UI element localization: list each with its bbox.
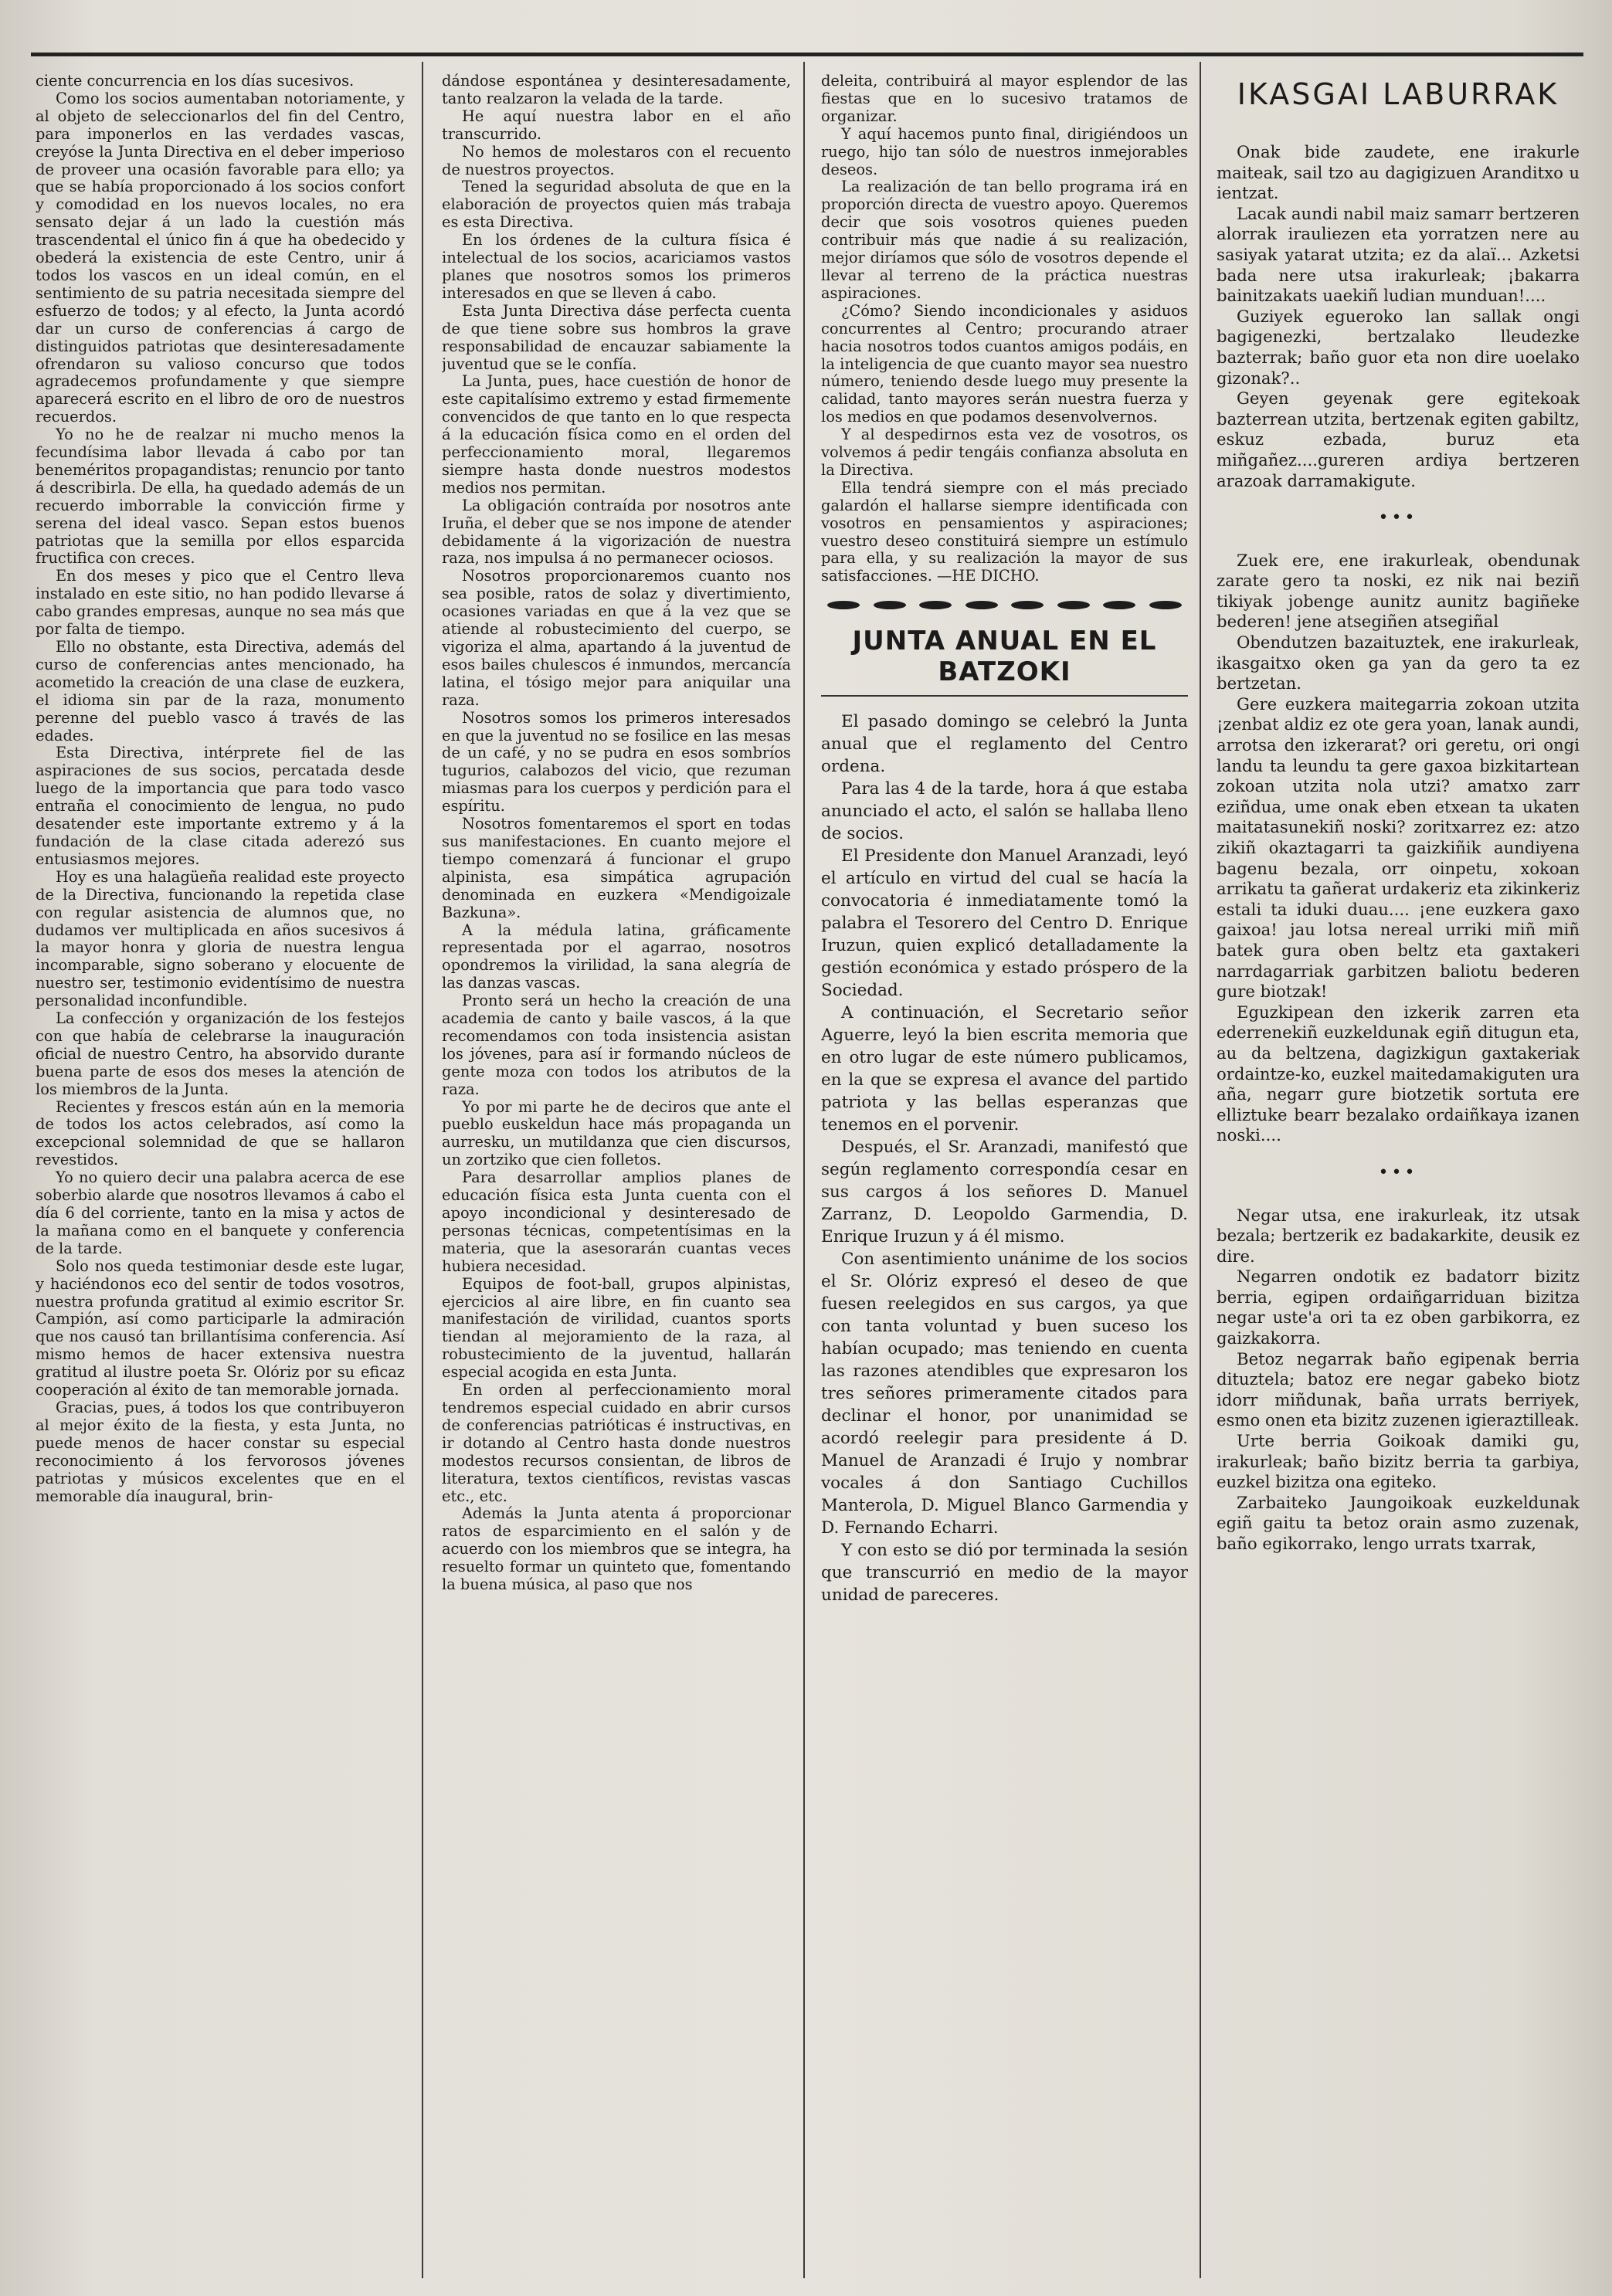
paragraph: Ella tendrá siempre con el más preciado galardón el hallarse siempre identificada con vosotros en pensamientos y aspiraciones; vuestro deseo constituirá siempre un estímulo para ella, y su realización la mayor de sus satisfacciones. —HE DICHO. — [821, 478, 1188, 585]
paragraph: Solo nos queda testimoniar desde este lugar, y haciéndonos eco del sentir de todos vosotros, nuestra profunda gratitud al eximio escritor Sr. Campión, así como participarle la admiración que nos causó tan brillantísima conferencia. Así mismo hemos de hacer extensiva nuestra gratitud al ilustre poeta Sr. Olóriz por su eficaz cooperación al éxito de tan memorable jornada. — [36, 1257, 405, 1399]
paragraph: Pronto será un hecho la creación de una academia de canto y baile vascos, á la que recomendamos con toda insistencia asistan los jóvenes, para así ir formando núcleos de gente moza con todos los atributos de la raza. — [442, 992, 791, 1098]
column-divider — [1200, 62, 1201, 2278]
ornament-mark — [919, 601, 952, 609]
paragraph: La realización de tan bello programa irá en proporción directa de vuestro apoyo. Queremos decir que sois vosotros quienes pueden contribuir más que nadie á su realización, mejor diríamos que sólo de vosotros depende el llevar al terreno de la práctica nuestras aspiraciones. — [821, 178, 1188, 302]
paragraph: Hoy es una halagüeña realidad este proyecto de la Directiva, funcionando la repetida clase con regular asistencia de alumnos que, no dudamos ver multiplicada en años sucesivos á la mayor honra y gloria de nuestra lengua incomparable, signo soberano y elocuente de nuestro ser, testimonio evidentísimo de nuestra personalidad inconfundible. — [36, 867, 405, 1010]
ornament-mark — [1011, 601, 1044, 609]
section-title: IKASGAI LABURRAK — [1237, 77, 1559, 111]
paragraph: Lacak aundi nabil maiz samarr bertzeren alorrak irauliezen eta yorratzen nere au sasiyak yatarat utzita; ez da alaï... Azketsi bada nere utsa irakurleak; ¡bakarra bainitzakats uaekiñ ludian munduan!.... — [1217, 203, 1580, 306]
ornament-mark — [1149, 601, 1182, 609]
paragraph: La obligación contraída por nosotros ante Iruña, el deber que se nos impone de atender debidamente á la vigorización de nuestra raza, nos impulsa á no permanecer ociosos. — [442, 496, 791, 568]
paragraph: deleita, contribuirá al mayor esplendor de las fiestas que en lo sucesivo tratamos de organizar. — [821, 73, 1188, 125]
ornament-mark — [874, 601, 906, 609]
paragraph: Geyen geyenak gere egitekoak bazterrean utzita, bertzenak egiten gabiltz, eskuz ezbada, buruz eta miñgañez....gureren ardiya bertzeren arazoak darramakigute. — [1217, 388, 1580, 490]
paragraph: Tened la seguridad absoluta de que en la elaboración de proyectos quien más trabaja es esta Directiva. — [442, 178, 791, 232]
paragraph: Esta Junta Directiva dáse perfecta cuenta de que tiene sobre sus hombros la grave responsabilidad de encauzar sabiamente la juventud que se le confía. — [442, 301, 791, 373]
paragraph: Nosotros proporcionaremos cuanto nos sea posible, ratos de solaz y divertimiento, ocasiones variadas en que á la vez que se atiende al robustecimiento del cuerpo, se vigoriza el alma, apartando á la juventud de esos bailes chulescos é inmundos, mercancía latina, el tósigo mejor para aniquilar una raza. — [442, 567, 791, 709]
paragraph: Obendutzen bazaituztek, ene irakurleak, ikasgaitxo oken ga yan da gero ta ez bertzetan. — [1217, 633, 1580, 694]
paragraph: Para desarrollar amplios planes de educación física esta Junta cuenta con el apoyo incondicional y desinteresado de personas técnicas, competentísimas en la materia, que la asesorarán cuantas veces hubiera necesidad. — [442, 1168, 791, 1275]
paragraph: En los órdenes de la cultura física é intelectual de los socios, acariciamos vastos planes que nosotros somos los primeros interesados en que se lleven á cabo. — [442, 231, 791, 302]
paragraph: Onak bide zaudete, ene irakurle maiteak, sail tzo au dagigizuen Aranditxo u ientzat. — [1217, 142, 1580, 203]
paragraph: Gere euzkera maitegarria zokoan utzita ¡zenbat aldiz ez ote gera yoan, lanak aundi, arrotsa den izkerarat? ori geretu, ori ongi landu ta leundu ta gere gaxoa bizkitartean zokoan utzita nola utzi? amatxo zarr eziñdua, ume onak eben etxean ta ukaten maitatasunekiñ noski? zoritxarrez ez: atzo zikiñ okaztagarri ta gaizkiñik aundiyena bagenu bezala, orr oinpetu, xokoan arrikatu ta gañerat urdakeriz eta zikinkeriz estali ta iduki duau.... ¡ene euzkera gaxo gaixoa! jau lotsa nereal urriki miñ miñ batek gura oben beltz eta gaxtakeri narrdagarriak garbitzen baliotu bederen gure biotzak! — [1217, 694, 1580, 1002]
paragraph: Y aquí hacemos punto final, dirigiéndoos un ruego, hijo tan sólo de nuestros inmejorables deseos. — [821, 124, 1188, 178]
paragraph: Y al despedirnos esta vez de vosotros, os volvemos á pedir tengáis confianza absoluta en la Directiva. — [821, 426, 1188, 479]
paragraph: La confección y organización de los festejos con que había de celebrarse la inauguración oficial de nuestro Centro, ha absorvido durante buena parte de esos dos meses la atención de los miembros de la Junta. — [36, 1009, 405, 1098]
paragraph: Recientes y frescos están aún en la memoria de todos los actos celebrados, así como la excepcional solemnidad de que se hallaron revestidos. — [36, 1097, 405, 1169]
ornament-mark — [1057, 601, 1090, 609]
article-headline: JUNTA ANUAL EN EL BATZOKI — [821, 626, 1188, 697]
ornament-mark — [827, 601, 860, 609]
paragraph: Urte berria Goikoak damiki gu, irakurleak; baño bizitz berria ta garbiya, euzkel bizitza ona egiteko. — [1217, 1431, 1580, 1492]
column-3 — [821, 73, 1188, 2281]
paragraph: Además la Junta atenta á proporcionar ratos de esparcimiento en el salón y de acuerdo con los miembros que se integra, ha resuelto formar un quinteto que, fomentando la buena música, al paso que nos — [442, 1504, 791, 1594]
paragraph: La Junta, pues, hace cuestión de honor de este capitalísimo extremo y estad firmemente convencidos de que tanto en lo que respecta á la educación física como en el orden del perfeccionamiento moral, llegaremos siempre hasta donde nuestros modestos medios nos permitan. — [442, 372, 791, 497]
paragraph: Zuek ere, ene irakurleak, obendunak zarate gero ta noski, ez nik nai beziñ tikiyak jobenge aunitz aunitz bagiñeke bederen! jene atsegiñen atsegiñal — [1217, 550, 1580, 632]
section-separator: ••• — [1378, 1162, 1418, 1182]
paragraph: Eguzkipean den izkerik zarren eta ederrenekiñ euzkeldunak egiñ ditugun eta, au da beltzena, dagizkigun gaxtakeriak ordaintze-ko, euzkel maitedamakiguten ura aña, negarr gure biotzetik sortuta ere elliztuke bearr bezalako ordaiñkaya izanen noski.... — [1217, 1002, 1580, 1145]
paragraph: Guziyek egueroko lan sallak ongi bagigenezki, bertzalako lleudezke bazterrak; baño guor eta non dire uoelako gizonak?.. — [1217, 306, 1580, 388]
paragraph: Después, el Sr. Aranzadi, manifestó que según reglamento correspondía cesar en sus cargos á los señores D. Manuel Zarranz, D. Leopoldo Garmendia, D. Enrique Iruzun y á él mismo. — [821, 1138, 1188, 1247]
paragraph: Yo no he de realzar ni mucho menos la fecundísima labor llevada á cabo por tan beneméritos propagandistas; renuncio por tanto á describirla. De ella, ha quedado además de un recuerdo imborrable la convicción firme y serena del ideal vasco. Sepan estos buenos patriotas que la semilla por ellos esparcida fructifica con creces. — [36, 426, 405, 568]
paragraph: El Presidente don Manuel Aranzadi, leyó el artículo en virtud del cual se hacía la convocatoria é inmediatamente tomó la palabra el Tesorero del Centro D. Enrique Iruzun, quien explicó detalladamente la gestión económica y estado próspero de la Sociedad. — [821, 846, 1188, 1001]
paragraph: Equipos de foot-ball, grupos alpinistas, ejercicios al aire libre, en fin cuanto sea manifestación de virilidad, cuantos sports tiendan al mejoramiento de la raza, al robustecimiento de la juventud, hallarán especial acogida en esta Junta. — [442, 1274, 791, 1382]
column-divider — [803, 62, 805, 2278]
paragraph: Como los socios aumentaban notoriamente, y al objeto de seleccionarlos del fin del Centro, para imponerlos en las verdades vascas, creyóse la Junta Directiva en el deber imperioso de proveer una ocasión favorable para ello; ya que se había proporcionado á los socios confort y comodidad en los nuevos locales, no era sensato dejar á un lado la cuestión más trascendental el único fin á que ha obedecido y obederá la existencia de este Centro, unir á todos los vascos en un ideal común, en el sentimiento de su patria necesitada siempre del esfuerzo de todos; y al efecto, la Junta acordó dar un curso de conferencias á cargo de distinguidos patriotas que desinteresadamente ofrendaron su valioso concurso que todos agradecemos profundamente y que siempre aparecerá escrito en el libro de oro de nuestros recuerdos. — [36, 89, 405, 426]
top-rule — [31, 53, 1583, 56]
paragraph: A continuación, el Secretario señor Aguerre, leyó la bien escrita memoria que en otro lugar de este número publicamos, en la que se expresa el avance del partido patriota y las bellas esperanzas que tenemos en el porvenir. — [821, 1003, 1188, 1135]
paragraph: Para las 4 de la tarde, hora á que estaba anunciado el acto, el salón se hallaba lleno de socios. — [821, 779, 1188, 844]
column-divider — [422, 62, 423, 2278]
paragraph: Nosotros somos los primeros interesados en que la juventud no se fosilice en las mesas de un café, y no se pudra en esos sombríos tugurios, calabozos del vicio, que rezuman miasmas para los cuerpos y perdición para el espíritu. — [442, 708, 791, 816]
column-2 — [442, 73, 791, 2281]
paragraph: Betoz negarrak baño egipenak berria dituztela; batoz ere negar gabeko biotz idorr miñdunak, baña urrats berriyek, esmo onen eta bizitz zuzenen igieraztilleak. — [1217, 1348, 1580, 1430]
paragraph: dándose espontánea y desinteresadamente, tanto realzaron la velada de la tarde. — [442, 73, 791, 107]
article-body — [821, 711, 1188, 1606]
ornament-mark — [1103, 601, 1135, 609]
paragraph: En dos meses y pico que el Centro lleva instalado en este sitio, no han podido llevarse á cabo grandes empresas, aunque no sea más que por falta de tiempo. — [36, 567, 405, 639]
paragraph: Negarren ondotik ez badatorr bizitz berria, egipen ordaiñgarriduan bizitza negar uste'a ori ta ez oben garbikorra, ez gaizkakorra. — [1217, 1267, 1580, 1348]
column-4 — [1217, 73, 1580, 2281]
paragraph: ¿Cómo? Siendo incondicionales y asiduos concurrentes al Centro; procurando atraer hacia nosotros todos cuantos amigos podáis, en la inteligencia de que cuanto mayor sea nuestro número, teniendo desde luego muy presente la calidad, tanto mayores serán nuestra fuerza y los medios en que podamos desenvolvernos. — [821, 301, 1188, 426]
paragraph: En orden al perfeccionamiento moral tendremos especial cuidado en abrir cursos de conferencias patrióticas é instructivas, en ir dotando al Centro hasta donde nuestros modestos recursos consientan, de libros de literatura, textos científicos, revistas vascas etc., etc. — [442, 1381, 791, 1505]
ornament-divider — [827, 596, 1182, 613]
paragraph: Yo no quiero decir una palabra acerca de ese soberbio alarde que nosotros llevamos á cabo el día 6 del corriente, tanto en la misa y actos de la mañana como en el banquete y conferencia de la tarde. — [36, 1168, 405, 1257]
ornament-mark — [966, 601, 998, 609]
paragraph: Nosotros fomentaremos el sport en todas sus manifestaciones. En cuanto mejore el tiempo comenzará á funcionar el grupo alpinista, esa simpática agrupación denominada en euzkera «Mendigoizale Bazkuna». — [442, 815, 791, 921]
paragraph: El pasado domingo se celebró la Junta anual que el reglamento del Centro ordena. — [821, 712, 1188, 777]
section-separator: ••• — [1378, 508, 1418, 528]
paragraph: No hemos de molestaros con el recuento de nuestros proyectos. — [442, 142, 791, 178]
column-1 — [36, 73, 405, 2281]
paragraph: ciente concurrencia en los días sucesivos. — [36, 73, 355, 90]
paragraph: Ello no obstante, esta Directiva, además del curso de conferencias antes mencionado, ha acometido la creación de una clase de euzkera, el idioma sin par de la raza, monumento perenne del pueblo vasco á través de las edades. — [36, 638, 405, 744]
paragraph: A la médula latina, gráficamente representada por el agarrao, nosotros opondremos la virilidad, la sana alegría de las danzas vascas. — [442, 921, 791, 992]
paragraph: Esta Directiva, intérprete fiel de las aspiraciones de sus socios, percatada desde luego de la importancia que para todo vasco entraña el conocimiento de lengua, no pudo desatender este importante extremo y á la fundación de la clase citada aderezó sus entusiasmos mejores. — [36, 744, 405, 868]
paragraph: Yo por mi parte he de deciros que ante el pueblo euskeldun hace más propaganda un aurresku, un mutildanza que cien discursos, un zortziko que cien folletos. — [442, 1097, 791, 1169]
paragraph: Zarbaiteko Jaungoikoak euzkeldunak egiñ gaitu ta betoz orain asmo zuzenak, baño egikorrako, lengo urrats txarrak, — [1217, 1492, 1580, 1553]
paragraph: Negar utsa, ene irakurleak, itz utsak bezala; bertzerik ez badakarkite, deusik ez dire. — [1217, 1205, 1580, 1266]
paragraph: He aquí nuestra labor en el año transcurrido. — [442, 107, 791, 143]
paragraph: Con asentimiento unánime de los socios el Sr. Olóriz expresó el deseo de que fuesen reelegidos en sus cargos, ya que con tanta voluntad y buen suceso los habían ocupado; mas teniendo en cuenta las razones atendibles que expresaron los tres señores primeramente citados para declinar el honor, por unanimidad se acordó reelegir para presidente á D. Manuel de Aranzadi é Irujo y nombrar vocales á don Santiago Cuchillos Manterola, D. Miguel Blanco Garmendia y D. Fernando Echarri. — [821, 1250, 1188, 1538]
paragraph: Gracias, pues, á todos los que contribuyeron al mejor éxito de la fiesta, y esta Junta, no puede menos de hacer constar su especial reconocimiento á los fervorosos jóvenes patriotas y músicos excelentes que en el memorable día inaugural, brin- — [36, 1398, 405, 1505]
paragraph: Y con esto se dió por terminada la sesión que transcurrió en medio de la mayor unidad de pareceres. — [821, 1541, 1188, 1606]
